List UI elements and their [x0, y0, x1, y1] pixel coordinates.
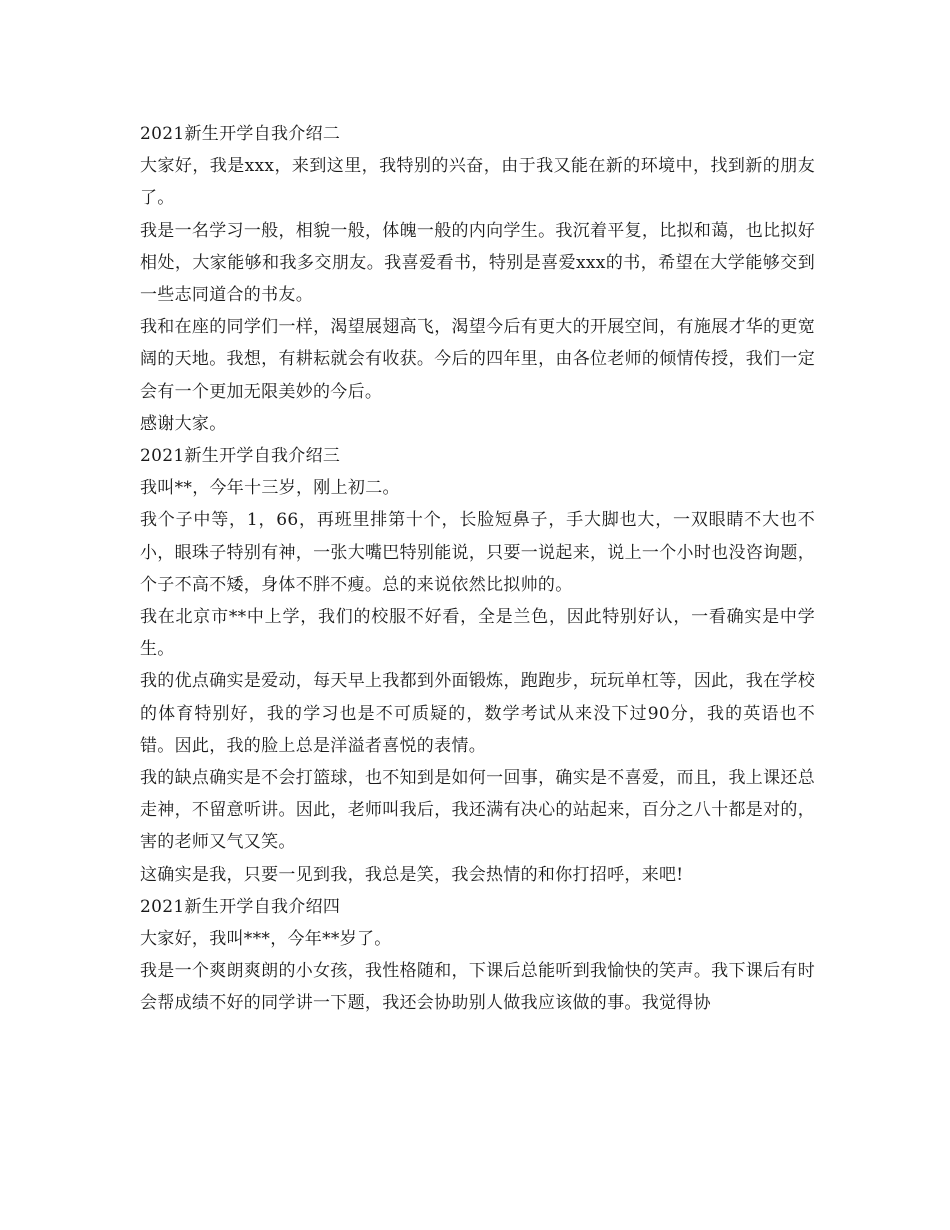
paragraph: 这确实是我，只要一见到我，我总是笑，我会热情的和你打招呼，来吧!	[140, 864, 684, 885]
paragraph: 大家好，我是xxx，来到这里，我特别的兴奋，由于我又能在新的环境中，找到新的朋友了。	[140, 156, 815, 209]
paragraph: 我个子中等，1，66，再班里排第十个，长脸短鼻子，手大脚也大，一双眼睛不大也不小，眼珠子特别有神，一张大嘴巴特别能说，只要一说起来，说上一个小时也没咨询题，个子不高不矮，身体不胖不瘦。总的来说依然比拟帅的。	[140, 510, 815, 595]
paragraph: 大家好，我叫***，今年**岁了。	[140, 929, 392, 950]
paragraph: 我是一名学习一般，相貌一般，体魄一般的内向学生。我沉着平复，比拟和蔼，也比拟好相处，大家能够和我多交朋友。我喜爱看书，特别是喜爱xxx的书，希望在大学能够交到一些志同道合的书友。	[140, 220, 815, 306]
document-body	[140, 118, 815, 1020]
paragraph: 感谢大家。	[140, 413, 227, 434]
paragraph: 我和在座的同学们一样，渴望展翅高飞，渴望今后有更大的开展空间，有施展才华的更宽阔的天地。我想，有耕耘就会有收获。今后的四年里，由各位老师的倾情传授，我们一定会有一个更加无限美妙的今后。	[140, 317, 815, 402]
paragraph: 我是一个爽朗爽朗的小女孩，我性格随和，下课后总能听到我愉快的笑声。我下课后有时会帮成绩不好的同学讲一下题，我还会协助别人做我应该做的事。我觉得协	[140, 961, 815, 1014]
paragraph: 我叫**，今年十三岁，刚上初二。	[140, 478, 400, 499]
section-heading-2: 2021新生开学自我介绍二	[140, 124, 341, 144]
section-heading-4: 2021新生开学自我介绍四	[140, 896, 341, 917]
section-heading-3: 2021新生开学自我介绍三	[140, 446, 341, 467]
paragraph: 我的优点确实是爱动，每天早上我都到外面锻炼，跑跑步，玩玩单杠等，因此，我在学校的体育特别好，我的学习也是不可质疑的，数学考试从来没下过90分，我的英语也不错。因此，我的脸上总是洋溢者喜悦的表情。	[140, 671, 815, 756]
paragraph: 我在北京市**中上学，我们的校服不好看，全是兰色，因此特别好认，一看确实是中学生。	[140, 607, 815, 660]
paragraph: 我的缺点确实是不会打篮球，也不知到是如何一回事，确实是不喜爱，而且，我上课还总走神，不留意听讲。因此，老师叫我后，我还满有决心的站起来，百分之八十都是对的，害的老师又气又笑。	[140, 768, 815, 853]
